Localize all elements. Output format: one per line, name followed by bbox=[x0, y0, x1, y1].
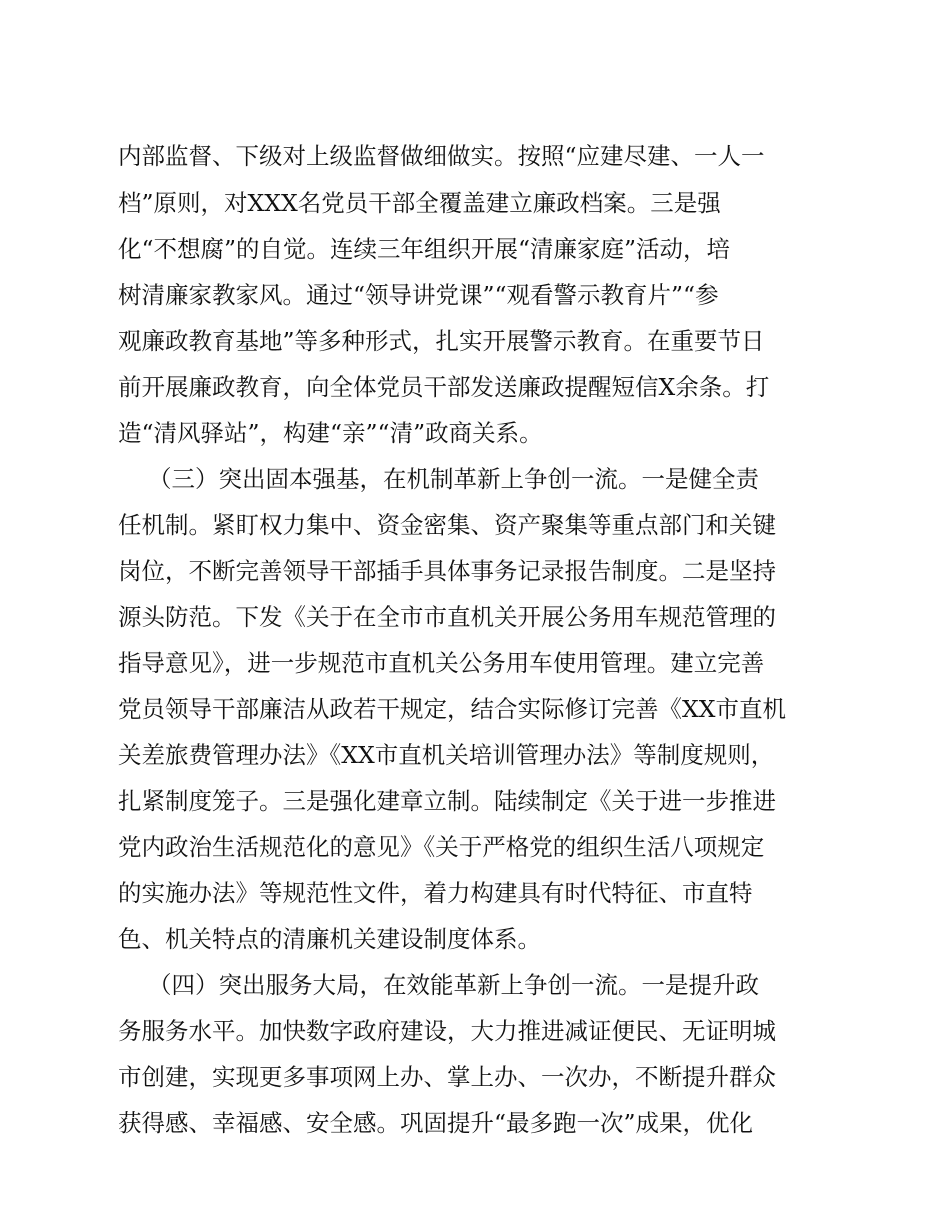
text-line: 关差旅费管理办法》《XX市直机关培训管理办法》等制度规则， bbox=[118, 741, 775, 769]
text-line: 市创建，实现更多事项网上办、掌上办、一次办，不断提升群众 bbox=[118, 1063, 776, 1091]
text-line: 务服务水平。加快数字政府建设，大力推进减证便民、无证明城 bbox=[118, 1017, 776, 1045]
text-line: 指导意见》，进一步规范市直机关公务用车使用管理。建立完善 bbox=[118, 649, 765, 677]
text-line: 色、机关特点的清廉机关建设制度体系。 bbox=[118, 925, 541, 953]
text-line: 获得感、幸福感、安全感。巩固提升“最多跑一次”成果，优化 bbox=[118, 1109, 754, 1137]
text-line: 内部监督、下级对上级监督做细做实。按照“应建尽建、一人一 bbox=[118, 142, 765, 170]
text-line: 观廉政教育基地”等多种形式，扎实开展警示教育。在重要节日 bbox=[118, 327, 765, 355]
text-line: 造“清风驿站”，构建“亲”“清”政商关系。 bbox=[118, 419, 543, 447]
text-line: 扎紧制度笼子。三是强化建章立制。陆续制定《关于进一步推进 bbox=[118, 787, 776, 815]
text-line: 源头防范。下发《关于在全市市直机关开展公务用车规范管理的 bbox=[118, 603, 776, 631]
text-line: 化“不想腐”的自觉。连续三年组织开展“清廉家庭”活动，培 bbox=[118, 235, 731, 263]
text-line: 树清廉家教家风。通过“领导讲党课”“观看警示教育片”“参 bbox=[118, 281, 719, 309]
text-line: 任机制。紧盯权力集中、资金密集、资产聚集等重点部门和关键 bbox=[118, 511, 776, 539]
text-line: 党员领导干部廉洁从政若干规定，结合实际修订完善《XX市直机 bbox=[118, 695, 786, 723]
text-line: 档”原则，对XXX名党员干部全覆盖建立廉政档案。三是强 bbox=[118, 189, 721, 217]
paragraph-heading-line: （四）突出服务大局，在效能革新上争创一流。一是提升政 bbox=[148, 971, 759, 999]
paragraph-heading-line: （三）突出固本强基，在机制革新上争创一流。一是健全责 bbox=[148, 465, 759, 493]
text-line: 的实施办法》等规范性文件，着力构建具有时代特征、市直特 bbox=[118, 879, 753, 907]
text-line: 党内政治生活规范化的意见》《关于严格党的组织生活八项规定 bbox=[118, 833, 765, 861]
text-line: 岗位，不断完善领导干部插手具体事务记录报告制度。二是坚持 bbox=[118, 557, 776, 585]
text-line: 前开展廉政教育，向全体党员干部发送廉政提醒短信X余条。打 bbox=[118, 373, 770, 401]
